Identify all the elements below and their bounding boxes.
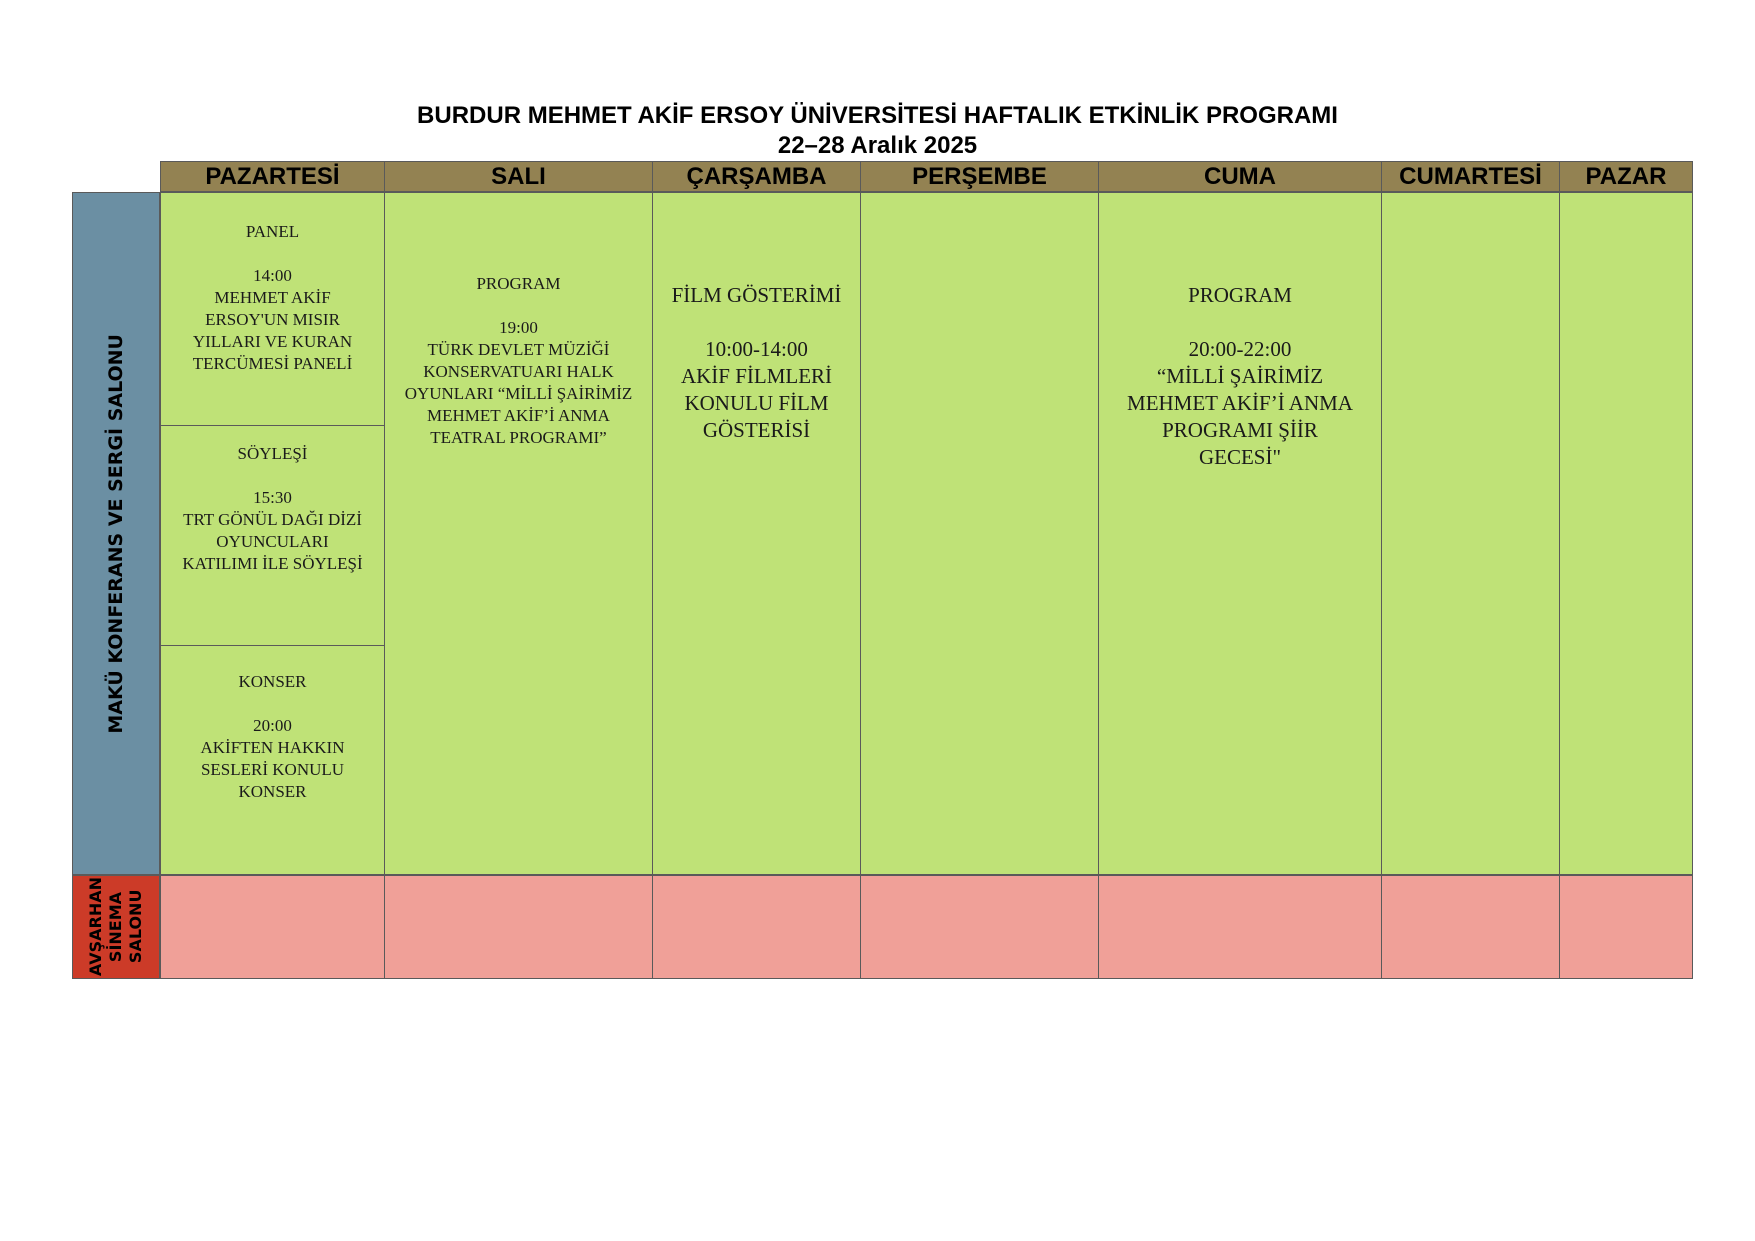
day-header-thursday: PERŞEMBE (860, 161, 1099, 192)
cinema-cell-monday (160, 875, 385, 979)
cinema-cell-tuesday (384, 875, 653, 979)
event-cell-tuesday (384, 192, 653, 875)
hall-name-conference: MAKÜ KONFERANS VE SERGİ SALONU (105, 333, 127, 734)
day-header-wednesday: ÇARŞAMBA (652, 161, 861, 192)
event-text-tuesday-program: PROGRAM 19:00 TÜRK DEVLET MÜZİĞİ KONSERVATUARI HALK OYUNLARI “MİLLİ ŞAİRİMİZ MEHMET AKİF’İ ANMA TEATRAL PROGRAMI” (404, 274, 633, 447)
day-header-monday: PAZARTESİ (160, 161, 385, 192)
event-cell-monday-concert (160, 645, 385, 875)
day-header-friday: CUMA (1098, 161, 1382, 192)
event-cell-saturday (1381, 192, 1560, 875)
cinema-cell-friday (1098, 875, 1382, 979)
cinema-cell-wednesday (652, 875, 861, 979)
hall-label-conference (72, 192, 160, 875)
hall-label-cinema (72, 875, 160, 979)
event-text-monday-talk: SÖYLEŞİ 15:30 TRT GÖNÜL DAĞI DİZİ OYUNCULARI KATILIMI İLE SÖYLEŞİ (182, 444, 363, 573)
cinema-cell-saturday (1381, 875, 1560, 979)
event-text-wednesday-film: FİLM GÖSTERİMİ 10:00-14:00 AKİF FİLMLERİ KONULU FİLM GÖSTERİSİ (671, 283, 842, 442)
date-range: 22–28 Aralık 2025 (777, 132, 978, 159)
event-cell-monday-talk (160, 425, 385, 646)
event-text-monday-concert: KONSER 20:00 AKİFTEN HAKKIN SESLERİ KONULU KONSER (200, 672, 345, 801)
event-cell-friday (1098, 192, 1382, 875)
document-title: BURDUR MEHMET AKİF ERSOY ÜNİVERSİTESİ HAFTALIK ETKİNLİK PROGRAMI (417, 102, 1338, 129)
day-header-sunday: PAZAR (1559, 161, 1693, 192)
event-cell-sunday (1559, 192, 1693, 875)
event-text-monday-panel: PANEL 14:00 MEHMET AKİF ERSOY'UN MISIR YILLARI VE KURAN TERCÜMESİ PANELİ (192, 222, 353, 373)
event-cell-monday-panel (160, 192, 385, 426)
event-text-friday-program: PROGRAM 20:00-22:00 “MİLLİ ŞAİRİMİZ MEHMET AKİF’İ ANMA PROGRAMI ŞİİR GECESİ" (1127, 283, 1353, 469)
day-header-saturday: CUMARTESİ (1381, 161, 1560, 192)
event-cell-wednesday (652, 192, 861, 875)
hall-name-cinema: AVŞARHAN SİNEMA SALONU (86, 877, 145, 977)
day-header-tuesday: SALI (384, 161, 653, 192)
cinema-cell-thursday (860, 875, 1099, 979)
event-cell-thursday (860, 192, 1099, 875)
cinema-cell-sunday (1559, 875, 1693, 979)
